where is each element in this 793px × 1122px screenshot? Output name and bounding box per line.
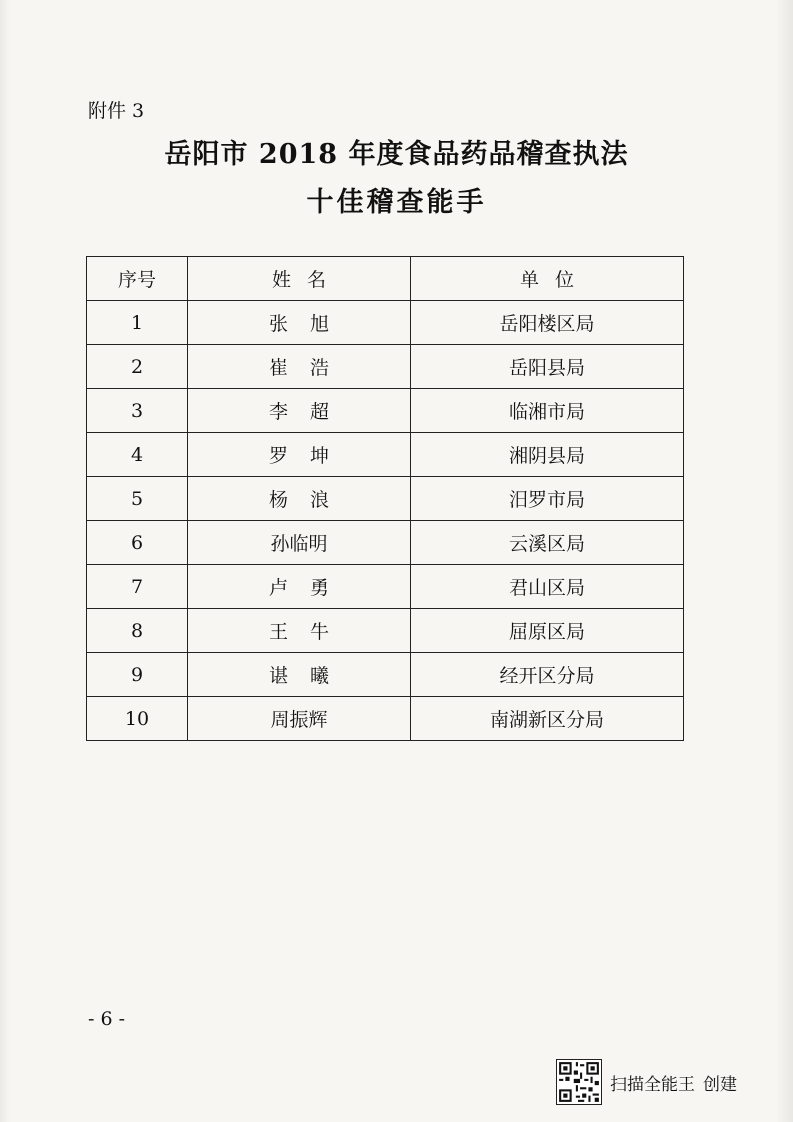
row-seq: 6 bbox=[87, 521, 188, 565]
row-seq: 3 bbox=[87, 389, 188, 433]
row-seq: 8 bbox=[87, 609, 188, 653]
row-name: 卢勇 bbox=[188, 565, 411, 609]
row-seq: 9 bbox=[87, 653, 188, 697]
row-unit: 经开区分局 bbox=[411, 653, 684, 697]
table-row bbox=[87, 389, 684, 433]
row-seq: 10 bbox=[87, 697, 188, 741]
roster-table bbox=[86, 256, 684, 741]
row-seq: 4 bbox=[87, 433, 188, 477]
row-name: 张旭 bbox=[188, 301, 411, 345]
attachment-label: 附件 3 bbox=[88, 100, 145, 122]
table-row bbox=[87, 477, 684, 521]
row-name: 谌曦 bbox=[188, 653, 411, 697]
header-unit: 单位 bbox=[411, 257, 684, 301]
header-seq: 序号 bbox=[87, 257, 188, 301]
table-row bbox=[87, 301, 684, 345]
row-unit: 屈原区局 bbox=[411, 609, 684, 653]
row-seq: 5 bbox=[87, 477, 188, 521]
table-header-row bbox=[87, 257, 684, 301]
row-unit: 临湘市局 bbox=[411, 389, 684, 433]
scanner-watermark-text bbox=[610, 1070, 737, 1095]
row-unit: 南湖新区分局 bbox=[411, 697, 684, 741]
table-row bbox=[87, 433, 684, 477]
row-unit: 岳阳县局 bbox=[411, 345, 684, 389]
row-name: 杨浪 bbox=[188, 477, 411, 521]
document-title-line1: 岳阳市 2018 年度食品药品稽查执法 bbox=[164, 139, 629, 170]
row-name: 孙临明 bbox=[188, 521, 411, 565]
row-unit: 君山区局 bbox=[411, 565, 684, 609]
document-title-line2: 十佳稽查能手 bbox=[306, 187, 487, 218]
table-row bbox=[87, 653, 684, 697]
qr-code-icon bbox=[556, 1059, 602, 1105]
row-unit: 岳阳楼区局 bbox=[411, 301, 684, 345]
row-name: 罗坤 bbox=[188, 433, 411, 477]
page-number: - 6 - bbox=[88, 1008, 126, 1030]
table-row bbox=[87, 697, 684, 741]
scanner-watermark bbox=[556, 1058, 737, 1106]
row-unit: 汨罗市局 bbox=[411, 477, 684, 521]
scanner-action: 创建 bbox=[703, 1074, 737, 1095]
row-unit: 云溪区局 bbox=[411, 521, 684, 565]
row-unit: 湘阴县局 bbox=[411, 433, 684, 477]
header-name: 姓名 bbox=[188, 257, 411, 301]
table-row bbox=[87, 345, 684, 389]
row-name: 李超 bbox=[188, 389, 411, 433]
row-seq: 1 bbox=[87, 301, 188, 345]
row-name: 崔浩 bbox=[188, 345, 411, 389]
table-row bbox=[87, 609, 684, 653]
scanner-app-name: 扫描全能王 bbox=[610, 1074, 695, 1095]
table-row bbox=[87, 565, 684, 609]
row-seq: 7 bbox=[87, 565, 188, 609]
row-name: 王牛 bbox=[188, 609, 411, 653]
row-seq: 2 bbox=[87, 345, 188, 389]
row-name: 周振辉 bbox=[188, 697, 411, 741]
table-row bbox=[87, 521, 684, 565]
